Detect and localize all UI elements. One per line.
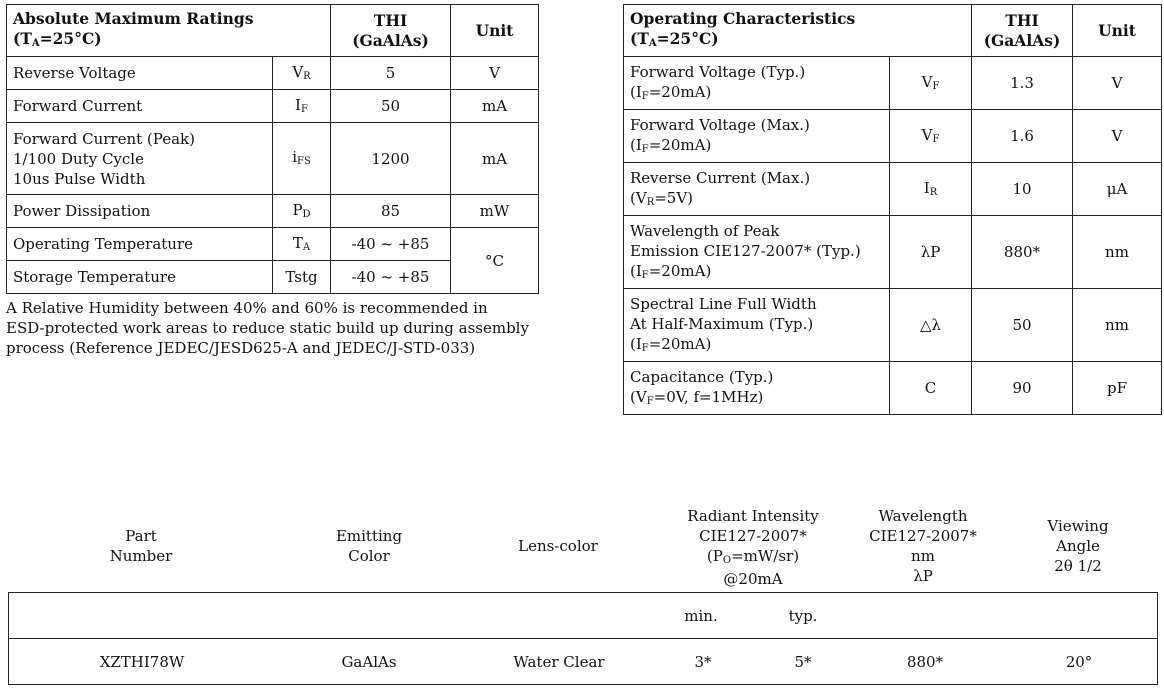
cell-viewing-angle: 20° <box>1065 653 1093 671</box>
amr-col-thi: THI (GaAlAs) <box>331 5 451 57</box>
oc-param: Capacitance (Typ.) ($V_F=0V$, f=1MHz) <box>624 362 890 415</box>
oc-value: 1.3 <box>972 57 1073 110</box>
oc-col-unit: Unit <box>1073 5 1162 57</box>
oc-symbol: C <box>890 362 972 415</box>
oc-value: 90 <box>972 362 1073 415</box>
amr-value: -40 ~ +85 <box>331 228 451 261</box>
oc-title-cell <box>624 5 972 57</box>
oc-unit: μA <box>1073 163 1162 216</box>
oc-row <box>624 110 1162 163</box>
amr-unit: V <box>451 57 539 90</box>
header-emitting-color: Emitting Color <box>335 527 403 565</box>
amr-title-cell <box>7 5 331 57</box>
amr-col-unit: Unit <box>451 5 539 57</box>
amr-row <box>7 123 539 195</box>
amr-row <box>7 195 539 228</box>
amr-value: 5 <box>331 57 451 90</box>
amr-value: -40 ~ +85 <box>331 261 451 294</box>
oc-symbol: △λ <box>890 289 972 362</box>
min-subheader: min. <box>684 607 718 625</box>
cell-wavelength: 880* <box>906 653 944 671</box>
amr-value: 50 <box>331 90 451 123</box>
amr-value: 1200 <box>331 123 451 195</box>
amr-unit: mW <box>451 195 539 228</box>
amr-unit: mA <box>451 90 539 123</box>
amr-condition: $(T_A=25^\circ C)$ <box>13 29 102 49</box>
amr-symbol: $P_D$ <box>273 195 331 228</box>
amr-symbol: Tstg <box>273 261 331 294</box>
oc-unit: V <box>1073 57 1162 110</box>
amr-symbol: $I_F$ <box>273 90 331 123</box>
oc-unit: nm <box>1073 216 1162 289</box>
typ-subheader: typ. <box>788 607 818 625</box>
amr-unit: mA <box>451 123 539 195</box>
oc-param: Spectral Line Full Width At Half-Maximum (Typ.) $(I_F=20mA)$ <box>624 289 890 362</box>
selection-table <box>8 592 1158 685</box>
oc-row <box>624 216 1162 289</box>
oc-condition: $(T_A=25^\circ C)$ <box>630 29 719 49</box>
oc-row <box>624 362 1162 415</box>
amr-symbol: $i_{FS}$ <box>273 123 331 195</box>
amr-param: Operating Temperature <box>7 228 273 261</box>
oc-value: 50 <box>972 289 1073 362</box>
amr-param: Power Dissipation <box>7 195 273 228</box>
header-viewing-angle: Viewing Angle 2θ 1/2 <box>1047 517 1109 575</box>
operating-characteristics-table <box>623 4 1162 415</box>
oc-col-thi: THI (GaAlAs) <box>972 5 1073 57</box>
oc-value: 10 <box>972 163 1073 216</box>
amr-title: Absolute Maximum Ratings <box>13 9 254 28</box>
oc-row <box>624 57 1162 110</box>
amr-param: Forward Current (Peak) 1/100 Duty Cycle 10us Pulse Width <box>7 123 273 195</box>
amr-unit: °C <box>451 228 539 294</box>
oc-symbol: $I_R$ <box>890 163 972 216</box>
oc-unit: nm <box>1073 289 1162 362</box>
amr-value: 85 <box>331 195 451 228</box>
header-part-number: Part Number <box>109 527 173 565</box>
oc-param: Wavelength of Peak Emission CIE127-2007* (Typ.) $(I_F=20mA)$ <box>624 216 890 289</box>
amr-param: Forward Current <box>7 90 273 123</box>
cell-min: 3* <box>694 653 712 671</box>
selection-row-divider <box>9 638 1157 639</box>
cell-emitting-color: GaAlAs <box>341 653 397 671</box>
amr-symbol: $T_A$ <box>273 228 331 261</box>
header-wavelength: Wavelength CIE127-2007* nm λP <box>869 507 977 585</box>
absolute-max-ratings-table <box>6 4 539 294</box>
header-radiant-intensity: Radiant Intensity CIE127-2007* $(P_O=mW/sr)$ @20mA <box>687 507 819 588</box>
humidity-note: A Relative Humidity between 40% and 60% is recommended in ESD-protected work areas to reduce static build up during assembly process (Reference JEDEC/JESD625-A and JEDEC/J-STD-033) <box>6 299 529 357</box>
oc-symbol: λP <box>890 216 972 289</box>
header-lens-color: Lens-color <box>518 537 598 555</box>
oc-param: Reverse Current (Max.) $(V_R=5V)$ <box>624 163 890 216</box>
oc-unit: pF <box>1073 362 1162 415</box>
oc-symbol: $V_F$ <box>890 57 972 110</box>
oc-header-row <box>624 5 1162 57</box>
amr-row <box>7 57 539 90</box>
oc-value: 1.6 <box>972 110 1073 163</box>
oc-row <box>624 289 1162 362</box>
oc-value: 880* <box>972 216 1073 289</box>
oc-row <box>624 163 1162 216</box>
oc-param: Forward Voltage (Max.) $(I_F=20mA)$ <box>624 110 890 163</box>
amr-row <box>7 90 539 123</box>
oc-symbol: $V_F$ <box>890 110 972 163</box>
amr-header-row <box>7 5 539 57</box>
cell-typ: 5* <box>794 653 812 671</box>
amr-param: Storage Temperature <box>7 261 273 294</box>
oc-unit: V <box>1073 110 1162 163</box>
oc-title: Operating Characteristics <box>630 9 856 28</box>
amr-symbol: $V_R$ <box>273 57 331 90</box>
oc-param: Forward Voltage (Typ.) $(I_F=20mA)$ <box>624 57 890 110</box>
cell-lens-color: Water Clear <box>513 653 605 671</box>
amr-param: Reverse Voltage <box>7 57 273 90</box>
cell-part-number: XZTHI78W <box>99 653 185 671</box>
amr-row <box>7 228 539 261</box>
